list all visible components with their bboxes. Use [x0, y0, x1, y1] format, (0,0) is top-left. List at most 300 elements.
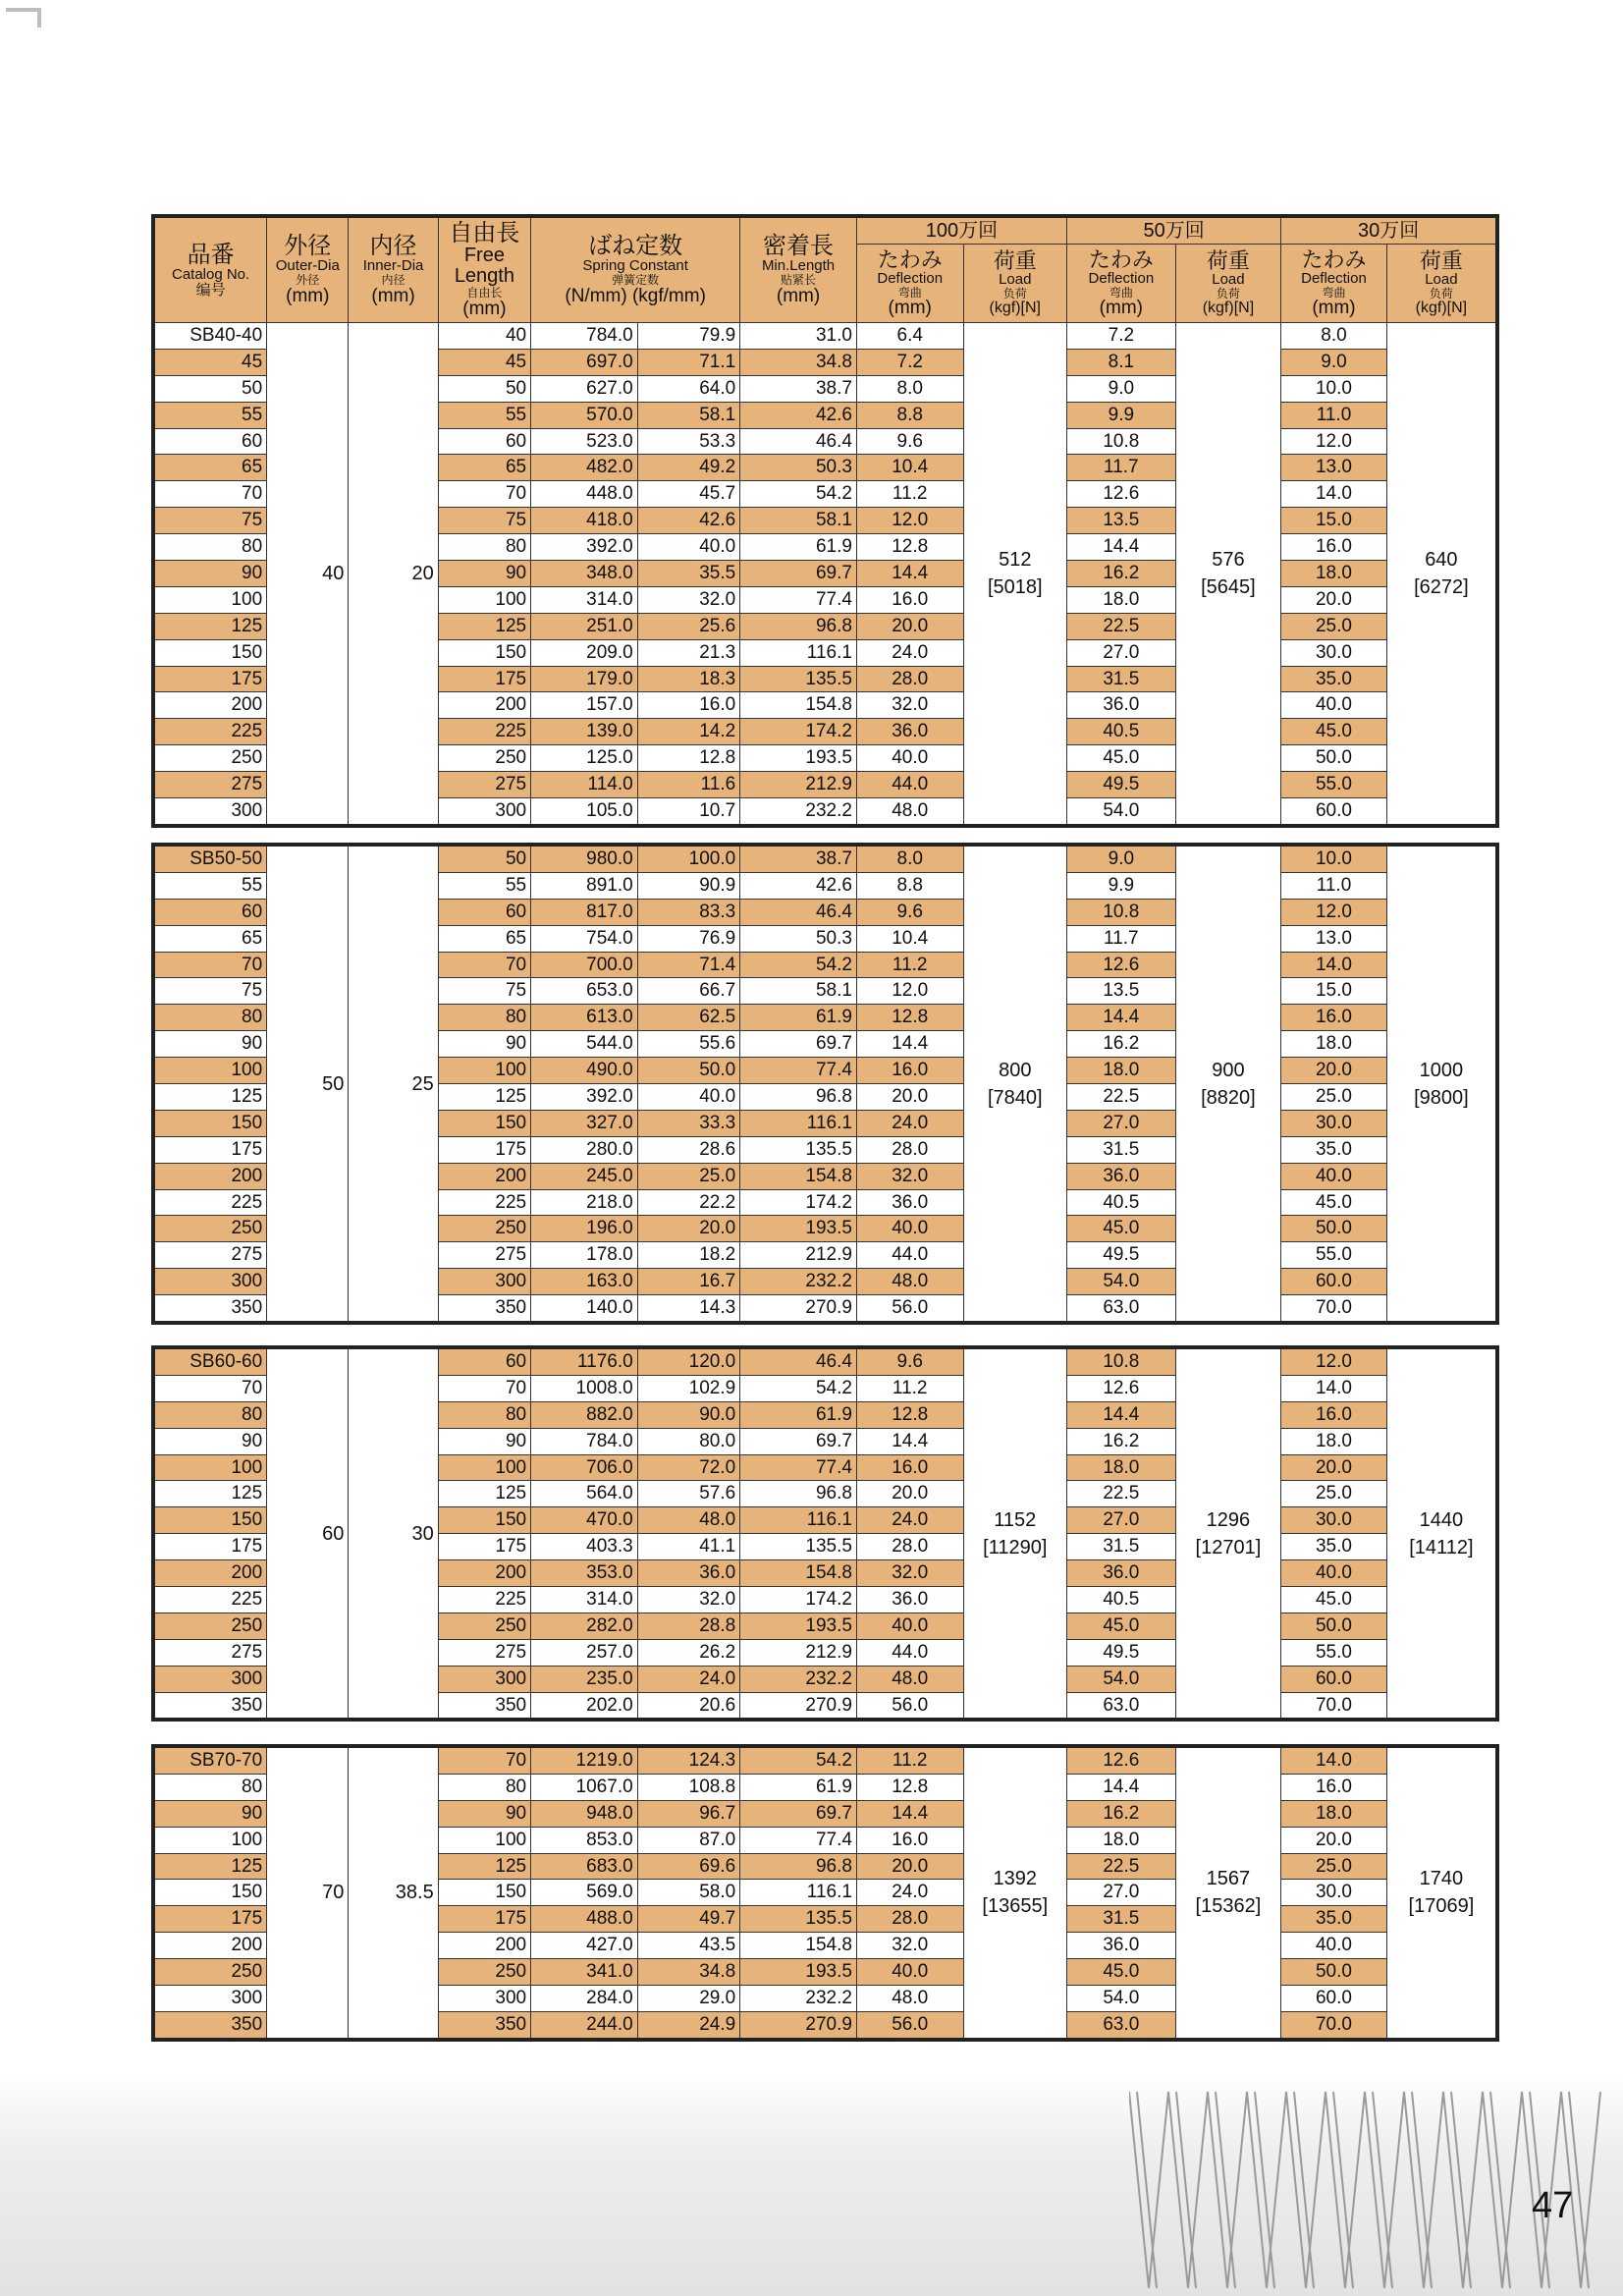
spring-constant-kgf-cell: 48.0 [637, 1507, 740, 1534]
spring-constant-n-cell: 488.0 [531, 1906, 638, 1933]
min-length-cell: 212.9 [740, 1639, 857, 1666]
spring-constant-kgf-cell: 71.4 [637, 952, 740, 978]
deflection-cell: 35.0 [1281, 1534, 1387, 1560]
free-length-cell: 200 [438, 1560, 530, 1587]
free-length-cell: 350 [438, 1692, 530, 1720]
deflection-cell: 9.6 [856, 1347, 963, 1375]
catalog-no-cell: 55 [153, 872, 267, 899]
table-row [153, 845, 1497, 872]
catalog-no-cell: 200 [153, 1163, 267, 1189]
catalog-jp: 品番 [187, 241, 235, 268]
load-cell [1175, 845, 1281, 1323]
deflection-cell: 16.0 [856, 586, 963, 613]
deflection-cell: 11.2 [856, 1746, 963, 1774]
min-length-cell: 135.5 [740, 1136, 857, 1163]
deflection-cell: 15.0 [1281, 508, 1387, 534]
catalog-no-cell: 50 [153, 375, 267, 402]
load-cell [1175, 323, 1281, 826]
spring-constant-kgf-cell: 83.3 [637, 899, 740, 925]
deflection-cell: 16.0 [856, 1058, 963, 1084]
deflection-cell: 8.0 [1281, 323, 1387, 350]
load-cell [1386, 845, 1497, 1323]
deflection-cell: 40.0 [856, 745, 963, 772]
inner-dia-cell: 30 [349, 1347, 438, 1720]
min-length-cell: 270.9 [740, 2011, 857, 2039]
deflection-cell: 48.0 [856, 1666, 963, 1692]
cycles-300k-header: 30万回 [1281, 216, 1497, 245]
spring-constant-kgf-cell: 102.9 [637, 1375, 740, 1401]
min-length-cell: 232.2 [740, 1269, 857, 1295]
load-newton: [15362] [1195, 1895, 1262, 1918]
spring-constant-n-cell: 114.0 [531, 772, 638, 798]
free-length-cell: 50 [438, 375, 530, 402]
load-newton: [11290] [983, 1536, 1048, 1558]
defl-header-3 [1281, 245, 1387, 323]
spring-constant-n-cell: 817.0 [531, 899, 638, 925]
load-newton: [7840] [987, 1086, 1043, 1109]
spring-constant-kgf-cell: 124.3 [637, 1746, 740, 1774]
deflection-cell: 13.0 [1281, 925, 1387, 952]
table-body-sb60 [153, 1347, 1497, 1720]
free-length-cell: 125 [438, 1481, 530, 1507]
spring-constant-n-cell: 482.0 [531, 455, 638, 481]
deflection-cell: 36.0 [856, 1189, 963, 1216]
deflection-cell: 45.0 [1067, 1613, 1176, 1639]
free-length-cell: 100 [438, 1827, 530, 1853]
min-length-cell: 174.2 [740, 1587, 857, 1613]
free-length-cell: 90 [438, 1800, 530, 1827]
deflection-cell: 36.0 [1067, 1933, 1176, 1959]
spring-constant-n-cell: 754.0 [531, 925, 638, 952]
catalog-no-cell: 175 [153, 1906, 267, 1933]
spring-constant-n-cell: 570.0 [531, 402, 638, 428]
free-length-cell: 60 [438, 428, 530, 455]
min-length-cell: 42.6 [740, 402, 857, 428]
free-length-cell: 65 [438, 925, 530, 952]
spring-constant-header [531, 216, 740, 323]
free-length-cell: 55 [438, 872, 530, 899]
deflection-cell: 22.5 [1067, 1853, 1176, 1880]
catalog-no-cell: 90 [153, 1800, 267, 1827]
deflection-cell: 63.0 [1067, 2011, 1176, 2039]
deflection-cell: 24.0 [856, 1880, 963, 1906]
min-length-cell: 54.2 [740, 1746, 857, 1774]
deflection-cell: 49.5 [1067, 1242, 1176, 1269]
spring-constant-n-cell: 280.0 [531, 1136, 638, 1163]
spring-constant-n-cell: 706.0 [531, 1454, 638, 1481]
deflection-cell: 14.0 [1281, 481, 1387, 508]
header-row-top [153, 216, 1497, 245]
free-length-cell: 125 [438, 613, 530, 639]
deflection-cell: 11.7 [1067, 455, 1176, 481]
spring-constant-kgf-cell: 87.0 [637, 1827, 740, 1853]
spring-constant-kgf-cell: 72.0 [637, 1454, 740, 1481]
deflection-cell: 11.0 [1281, 402, 1387, 428]
deflection-cell: 40.0 [856, 1613, 963, 1639]
min-length-cell: 50.3 [740, 455, 857, 481]
catalog-no-cell: 150 [153, 639, 267, 666]
spring-constant-n-cell: 882.0 [531, 1401, 638, 1428]
min-length-cell: 212.9 [740, 1242, 857, 1269]
page-number: 47 [1532, 2185, 1574, 2226]
free-en1: Free [463, 245, 505, 267]
deflection-cell: 10.8 [1067, 1347, 1176, 1375]
deflection-cell: 56.0 [856, 1692, 963, 1720]
deflection-cell: 40.0 [1281, 1933, 1387, 1959]
deflection-cell: 50.0 [1281, 1216, 1387, 1242]
deflection-cell: 16.0 [856, 1827, 963, 1853]
inner-en: Inner-Dia [362, 257, 424, 275]
defl-en: Deflection [1301, 269, 1367, 287]
load-kgf: 1392 [993, 1868, 1038, 1890]
spring-constant-n-cell: 327.0 [531, 1110, 638, 1136]
deflection-cell: 56.0 [856, 1295, 963, 1323]
catalog-no-cell: 75 [153, 508, 267, 534]
deflection-cell: 25.0 [1281, 613, 1387, 639]
catalog-no-cell: 70 [153, 952, 267, 978]
load-cn: 负荷 [1002, 287, 1027, 301]
spring-constant-n-cell: 125.0 [531, 745, 638, 772]
min-length-cell: 34.8 [740, 349, 857, 375]
spring-constant-n-cell: 627.0 [531, 375, 638, 402]
spring-constant-kgf-cell: 40.0 [637, 1084, 740, 1111]
load-header-1 [963, 245, 1067, 323]
deflection-cell: 36.0 [856, 1587, 963, 1613]
table-row [153, 1347, 1497, 1375]
load-header-3 [1386, 245, 1497, 323]
deflection-cell: 28.0 [856, 1906, 963, 1933]
catalog-no-cell: 275 [153, 1639, 267, 1666]
free-length-cell: 45 [438, 349, 530, 375]
free-length-cell: 250 [438, 1959, 530, 1986]
free-length-cell: 90 [438, 561, 530, 587]
spring-constant-n-cell: 235.0 [531, 1666, 638, 1692]
catalog-no-cell: 200 [153, 692, 267, 719]
free-length-cell: 250 [438, 1216, 530, 1242]
deflection-cell: 54.0 [1067, 1986, 1176, 2012]
free-length-cell: 150 [438, 1507, 530, 1534]
load-unit: (kgf)[N] [989, 299, 1041, 316]
deflection-cell: 60.0 [1281, 1269, 1387, 1295]
spring-constant-kgf-cell: 29.0 [637, 1986, 740, 2012]
deflection-cell: 14.0 [1281, 1746, 1387, 1774]
deflection-cell: 48.0 [856, 798, 963, 826]
inner-unit: (mm) [371, 285, 415, 306]
deflection-cell: 16.0 [1281, 1774, 1387, 1800]
deflection-cell: 8.0 [856, 375, 963, 402]
catalog-no-cell: 65 [153, 455, 267, 481]
min-length-cell: 96.8 [740, 1853, 857, 1880]
deflection-cell: 14.4 [1067, 1774, 1176, 1800]
spring-constant-kgf-cell: 26.2 [637, 1639, 740, 1666]
deflection-cell: 20.0 [856, 613, 963, 639]
deflection-cell: 54.0 [1067, 1269, 1176, 1295]
deflection-cell: 44.0 [856, 1242, 963, 1269]
spring-constant-kgf-cell: 80.0 [637, 1428, 740, 1454]
deflection-cell: 28.0 [856, 666, 963, 692]
inner-jp: 内径 [369, 233, 417, 260]
deflection-cell: 20.0 [1281, 1058, 1387, 1084]
deflection-cell: 45.0 [1067, 1216, 1176, 1242]
catalog-no-cell: 350 [153, 2011, 267, 2039]
spring-constant-kgf-cell: 10.7 [637, 798, 740, 826]
load-newton: [14112] [1409, 1536, 1474, 1558]
cycles-500k-header: 50万回 [1067, 216, 1281, 245]
catalog-no-cell: 80 [153, 1401, 267, 1428]
spring-constant-n-cell: 784.0 [531, 1428, 638, 1454]
free-length-cell: 225 [438, 719, 530, 745]
load-newton: [5018] [987, 575, 1043, 598]
deflection-cell: 22.5 [1067, 1084, 1176, 1111]
spring-constant-n-cell: 314.0 [531, 586, 638, 613]
cycles-1m-header: 100万回 [856, 216, 1066, 245]
catalog-no-cell: 125 [153, 1084, 267, 1111]
spring-constant-kgf-cell: 24.9 [637, 2011, 740, 2039]
defl-unit: (mm) [1312, 298, 1356, 319]
deflection-cell: 28.0 [856, 1136, 963, 1163]
catalog-no-cell: 150 [153, 1110, 267, 1136]
deflection-cell: 20.0 [1281, 1454, 1387, 1481]
load-newton: [5645] [1201, 575, 1256, 598]
min-length-cell: 38.7 [740, 845, 857, 872]
min-length-cell: 69.7 [740, 1031, 857, 1058]
spring-constant-n-cell: 140.0 [531, 1295, 638, 1323]
outer-jp: 外径 [284, 233, 332, 260]
spring-constant-n-cell: 348.0 [531, 561, 638, 587]
spring-constant-kgf-cell: 20.0 [637, 1216, 740, 1242]
min-length-cell: 54.2 [740, 952, 857, 978]
deflection-cell: 31.5 [1067, 1906, 1176, 1933]
spring-constant-n-cell: 341.0 [531, 1959, 638, 1986]
deflection-cell: 18.0 [1281, 1800, 1387, 1827]
min-length-cell: 96.8 [740, 613, 857, 639]
minlen-unit: (mm) [776, 285, 821, 306]
min-length-cell: 61.9 [740, 1774, 857, 1800]
spring-constant-kgf-cell: 49.2 [637, 455, 740, 481]
catalog-no-cell: 200 [153, 1933, 267, 1959]
corner-crop-mark-vertical [37, 8, 41, 27]
spring-constant-kgf-cell: 57.6 [637, 1481, 740, 1507]
spring-constant-kgf-cell: 25.0 [637, 1163, 740, 1189]
deflection-cell: 48.0 [856, 1986, 963, 2012]
min-length-cell: 116.1 [740, 1880, 857, 1906]
deflection-cell: 35.0 [1281, 666, 1387, 692]
spring-constant-kgf-cell: 66.7 [637, 978, 740, 1005]
spring-constant-kgf-cell: 34.8 [637, 1959, 740, 1986]
deflection-cell: 54.0 [1067, 1666, 1176, 1692]
catalog-no-cell: 125 [153, 1853, 267, 1880]
spring-constant-kgf-cell: 16.7 [637, 1269, 740, 1295]
free-length-cell: 175 [438, 666, 530, 692]
defl-unit: (mm) [1099, 298, 1143, 319]
spring-constant-kgf-cell: 32.0 [637, 586, 740, 613]
deflection-cell: 12.0 [856, 978, 963, 1005]
free-length-cell: 250 [438, 1613, 530, 1639]
deflection-cell: 16.0 [1281, 1005, 1387, 1031]
deflection-cell: 14.4 [1067, 1005, 1176, 1031]
spring-constant-kgf-cell: 11.6 [637, 772, 740, 798]
deflection-cell: 60.0 [1281, 798, 1387, 826]
deflection-cell: 45.0 [1067, 1959, 1176, 1986]
catalog-no-cell: 350 [153, 1692, 267, 1720]
defl-jp: たわみ [1301, 246, 1367, 272]
min-length-cell: 77.4 [740, 1827, 857, 1853]
spring-constant-n-cell: 353.0 [531, 1560, 638, 1587]
spring-constant-kgf-cell: 18.2 [637, 1242, 740, 1269]
corner-crop-mark [6, 8, 41, 12]
free-length-cell: 250 [438, 745, 530, 772]
spring-constant-n-cell: 202.0 [531, 1692, 638, 1720]
load-kgf: 900 [1212, 1059, 1245, 1081]
spring-constant-kgf-cell: 71.1 [637, 349, 740, 375]
load-cell [1386, 323, 1497, 826]
free-length-cell: 200 [438, 1163, 530, 1189]
catalog-no-cell: 80 [153, 534, 267, 561]
deflection-cell: 12.8 [856, 1005, 963, 1031]
spring-constant-n-cell: 564.0 [531, 1481, 638, 1507]
deflection-cell: 12.0 [1281, 899, 1387, 925]
load-newton: [6272] [1414, 575, 1469, 598]
table-body-sb50 [153, 845, 1497, 1323]
deflection-cell: 12.8 [856, 1774, 963, 1800]
deflection-cell: 22.5 [1067, 613, 1176, 639]
deflection-cell: 49.5 [1067, 772, 1176, 798]
spring-constant-kgf-cell: 35.5 [637, 561, 740, 587]
spring-constant-kgf-cell: 20.6 [637, 1692, 740, 1720]
min-length-cell: 61.9 [740, 1401, 857, 1428]
outer-en: Outer-Dia [275, 257, 340, 275]
spring-constant-n-cell: 448.0 [531, 481, 638, 508]
outer-cn: 外径 [296, 273, 320, 288]
load-kgf: 1567 [1206, 1868, 1251, 1890]
min-length-cell: 96.8 [740, 1481, 857, 1507]
deflection-cell: 10.4 [856, 925, 963, 952]
min-length-cell: 232.2 [740, 798, 857, 826]
deflection-cell: 18.0 [1067, 1827, 1176, 1853]
deflection-cell: 9.9 [1067, 872, 1176, 899]
deflection-cell: 32.0 [856, 1560, 963, 1587]
catalog-en: Catalog No. [171, 265, 250, 283]
deflection-cell: 8.1 [1067, 349, 1176, 375]
spring-constant-kgf-cell: 14.3 [637, 1295, 740, 1323]
spring-constant-kgf-cell: 69.6 [637, 1853, 740, 1880]
free-length-cell: 70 [438, 952, 530, 978]
free-length-cell: 70 [438, 1746, 530, 1774]
min-length-cell: 116.1 [740, 639, 857, 666]
deflection-cell: 18.0 [1281, 1428, 1387, 1454]
deflection-cell: 27.0 [1067, 1110, 1176, 1136]
spring-constant-kgf-cell: 25.6 [637, 613, 740, 639]
deflection-cell: 18.0 [1067, 1058, 1176, 1084]
spring-constant-kgf-cell: 50.0 [637, 1058, 740, 1084]
deflection-cell: 30.0 [1281, 1880, 1387, 1906]
load-jp: 荷重 [993, 248, 1037, 274]
spring-table-sb70 [151, 1744, 1499, 2042]
deflection-cell: 35.0 [1281, 1906, 1387, 1933]
min-length-cell: 212.9 [740, 772, 857, 798]
spring-constant-kgf-cell: 55.6 [637, 1031, 740, 1058]
spring-constant-kgf-cell: 120.0 [637, 1347, 740, 1375]
spring-constant-n-cell: 314.0 [531, 1587, 638, 1613]
free-length-cell: 275 [438, 1242, 530, 1269]
catalog-no-cell: 65 [153, 925, 267, 952]
load-unit: (kgf)[N] [1415, 299, 1468, 316]
catalog-cn: 编号 [195, 281, 226, 299]
deflection-cell: 13.0 [1281, 455, 1387, 481]
spring-constant-n-cell: 523.0 [531, 428, 638, 455]
deflection-cell: 10.4 [856, 455, 963, 481]
inner-cn: 内径 [381, 273, 406, 288]
catalog-no-cell: 80 [153, 1774, 267, 1800]
deflection-cell: 7.2 [1067, 323, 1176, 350]
load-unit: (kgf)[N] [1202, 299, 1255, 316]
spring-constant-kgf-cell: 40.0 [637, 534, 740, 561]
free-jp: 自由長 [449, 220, 520, 247]
deflection-cell: 32.0 [856, 1163, 963, 1189]
spring-constant-n-cell: 251.0 [531, 613, 638, 639]
catalog-no-cell: 250 [153, 1216, 267, 1242]
deflection-cell: 16.0 [856, 1454, 963, 1481]
catalog-no-header [153, 216, 267, 323]
inner-dia-cell: 20 [349, 323, 438, 826]
min-length-cell: 193.5 [740, 1959, 857, 1986]
catalog-no-cell: 275 [153, 1242, 267, 1269]
free-length-cell: 80 [438, 1774, 530, 1800]
deflection-cell: 14.4 [1067, 534, 1176, 561]
table-row [153, 323, 1497, 350]
min-length-cell: 96.8 [740, 1084, 857, 1111]
catalog-no-cell: 150 [153, 1507, 267, 1534]
catalog-no-cell: 100 [153, 586, 267, 613]
catalog-no-cell: SB60-60 [153, 1347, 267, 1375]
deflection-cell: 9.0 [1067, 845, 1176, 872]
spring-constant-kgf-cell: 36.0 [637, 1560, 740, 1587]
defl-header-1 [856, 245, 963, 323]
load-cell [1386, 1347, 1497, 1720]
deflection-cell: 36.0 [1067, 1163, 1176, 1189]
deflection-cell: 14.4 [1067, 1401, 1176, 1428]
deflection-cell: 14.4 [856, 1800, 963, 1827]
deflection-cell: 9.6 [856, 899, 963, 925]
deflection-cell: 8.8 [856, 872, 963, 899]
table-row [153, 1746, 1497, 1774]
spring-table-sb40 [151, 214, 1499, 828]
load-kgf: 1296 [1206, 1508, 1251, 1531]
load-en: Load [1212, 271, 1245, 289]
deflection-cell: 10.0 [1281, 375, 1387, 402]
spring-constant-kgf-cell: 41.1 [637, 1534, 740, 1560]
deflection-cell: 24.0 [856, 1110, 963, 1136]
deflection-cell: 9.9 [1067, 402, 1176, 428]
deflection-cell: 24.0 [856, 639, 963, 666]
min-length-cell: 54.2 [740, 1375, 857, 1401]
free-length-cell: 80 [438, 1005, 530, 1031]
min-length-cell: 135.5 [740, 666, 857, 692]
spring-constant-kgf-cell: 58.1 [637, 402, 740, 428]
spring-table-sb60 [151, 1345, 1499, 1722]
defl-unit: (mm) [888, 298, 932, 319]
free-length-header [438, 216, 530, 323]
load-cell [1386, 1746, 1497, 2040]
deflection-cell: 11.2 [856, 1375, 963, 1401]
spring-constant-n-cell: 284.0 [531, 1986, 638, 2012]
deflection-cell: 14.4 [856, 1031, 963, 1058]
outer-dia-header [267, 216, 349, 323]
deflection-cell: 31.5 [1067, 1534, 1176, 1560]
free-length-cell: 175 [438, 1136, 530, 1163]
free-length-cell: 300 [438, 1666, 530, 1692]
deflection-cell: 50.0 [1281, 1613, 1387, 1639]
